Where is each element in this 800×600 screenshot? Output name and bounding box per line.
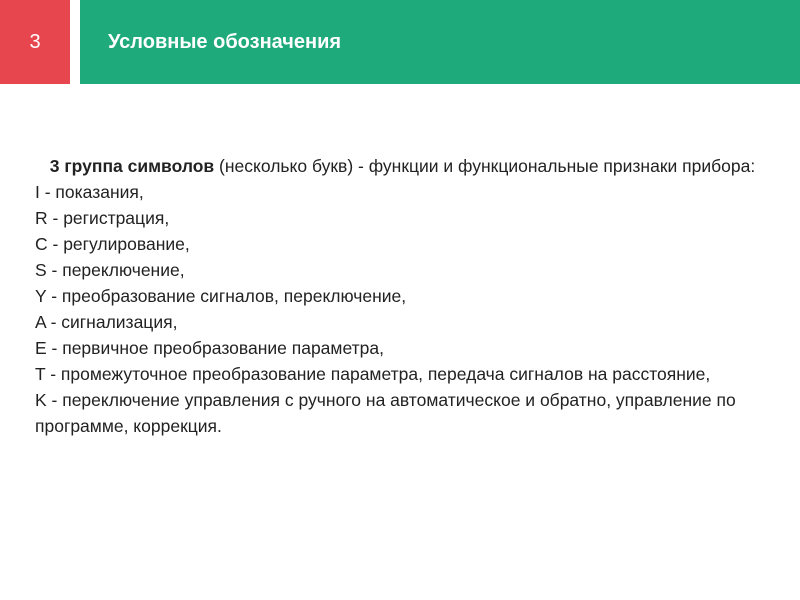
slide-number: 3 (0, 0, 70, 84)
list-item: I - показания, (35, 182, 144, 202)
list-item: C - регулирование, (35, 234, 190, 254)
list-item: E - первичное преобразование параметра, (35, 338, 384, 358)
list-item: T - промежуточное преобразование параметра, передача сигналов на расстояние, (35, 364, 711, 384)
list-item: Y - преобразование сигналов, переключение, (35, 286, 407, 306)
slide-content (35, 153, 770, 439)
list-item: S - переключение, (35, 260, 185, 280)
content-heading (35, 153, 770, 179)
title-bar (80, 0, 800, 84)
list-item: K - переключение управления с ручного на автоматическое и обратно, управление по программе, коррекция. (35, 390, 736, 436)
slide-header (0, 0, 800, 84)
slide-title: Условные обозначения (108, 30, 342, 53)
list-item: R - регистрация, (35, 208, 170, 228)
list-item: A - сигнализация, (35, 312, 178, 332)
heading-bold-text: 3 группа символов (49, 156, 215, 176)
heading-rest-text: (несколько букв) - функции и функциональные признаки прибора: (214, 156, 756, 176)
